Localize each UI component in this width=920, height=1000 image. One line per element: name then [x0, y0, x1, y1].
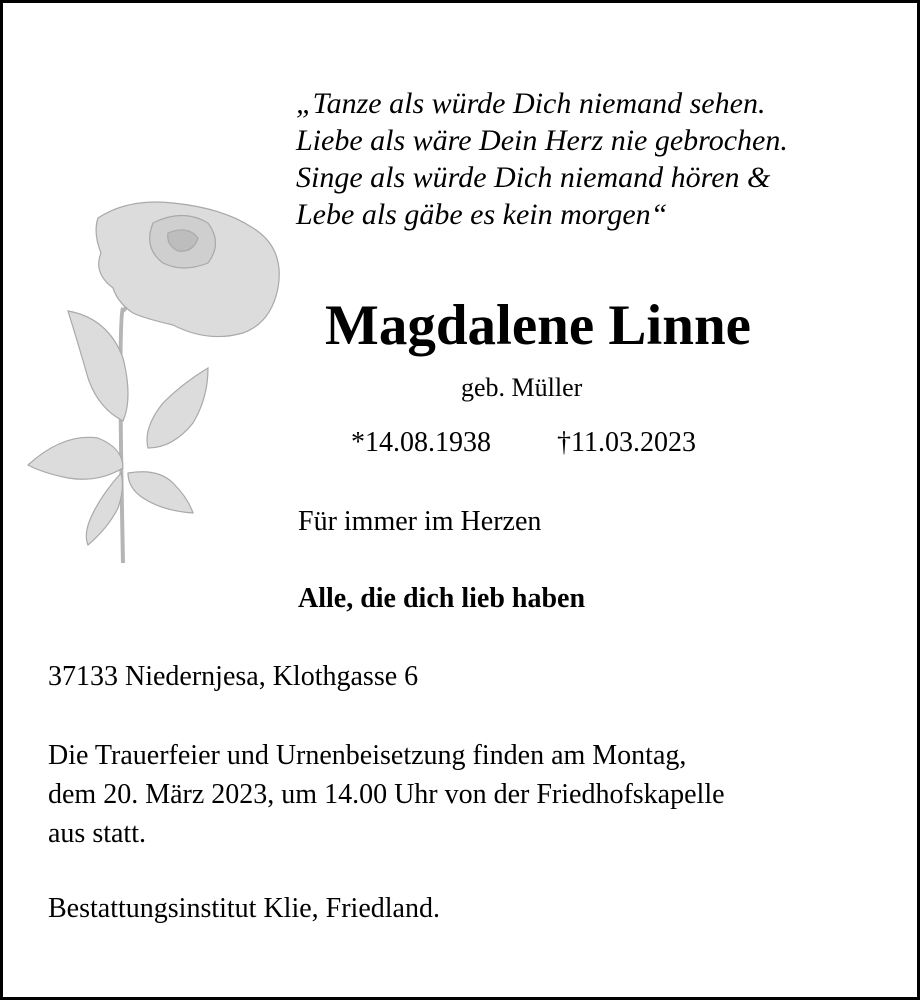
- ceremony-info: [48, 736, 725, 853]
- quote: [296, 85, 788, 233]
- quote-line: „Tanze als würde Dich niemand sehen.: [296, 87, 766, 120]
- ceremony-line: aus statt.: [48, 818, 146, 849]
- ceremony-line: Die Trauerfeier und Urnenbeisetzung finden am Montag,: [48, 740, 687, 771]
- ceremony-line: dem 20. März 2023, um 14.00 Uhr von der Friedhofskapelle: [48, 779, 725, 810]
- quote-line: Singe als würde Dich niemand hören &: [296, 161, 771, 194]
- quote-line: Liebe als wäre Dein Herz nie gebrochen.: [296, 124, 788, 157]
- signers: Alle, die dich lieb haben: [298, 583, 586, 614]
- undertaker: Bestattungsinstitut Klie, Friedland.: [48, 893, 440, 924]
- rose-illustration: [23, 193, 293, 563]
- deceased-name: Magdalene Linne: [325, 294, 751, 357]
- death-date: †11.03.2023: [557, 427, 696, 458]
- address: 37133 Niedernjesa, Klothgasse 6: [48, 661, 419, 692]
- maiden-name: geb. Müller: [461, 373, 583, 402]
- dedication: Für immer im Herzen: [298, 506, 542, 537]
- birth-date: *14.08.1938: [351, 427, 491, 458]
- quote-line: Lebe als gäbe es kein morgen“: [296, 198, 668, 231]
